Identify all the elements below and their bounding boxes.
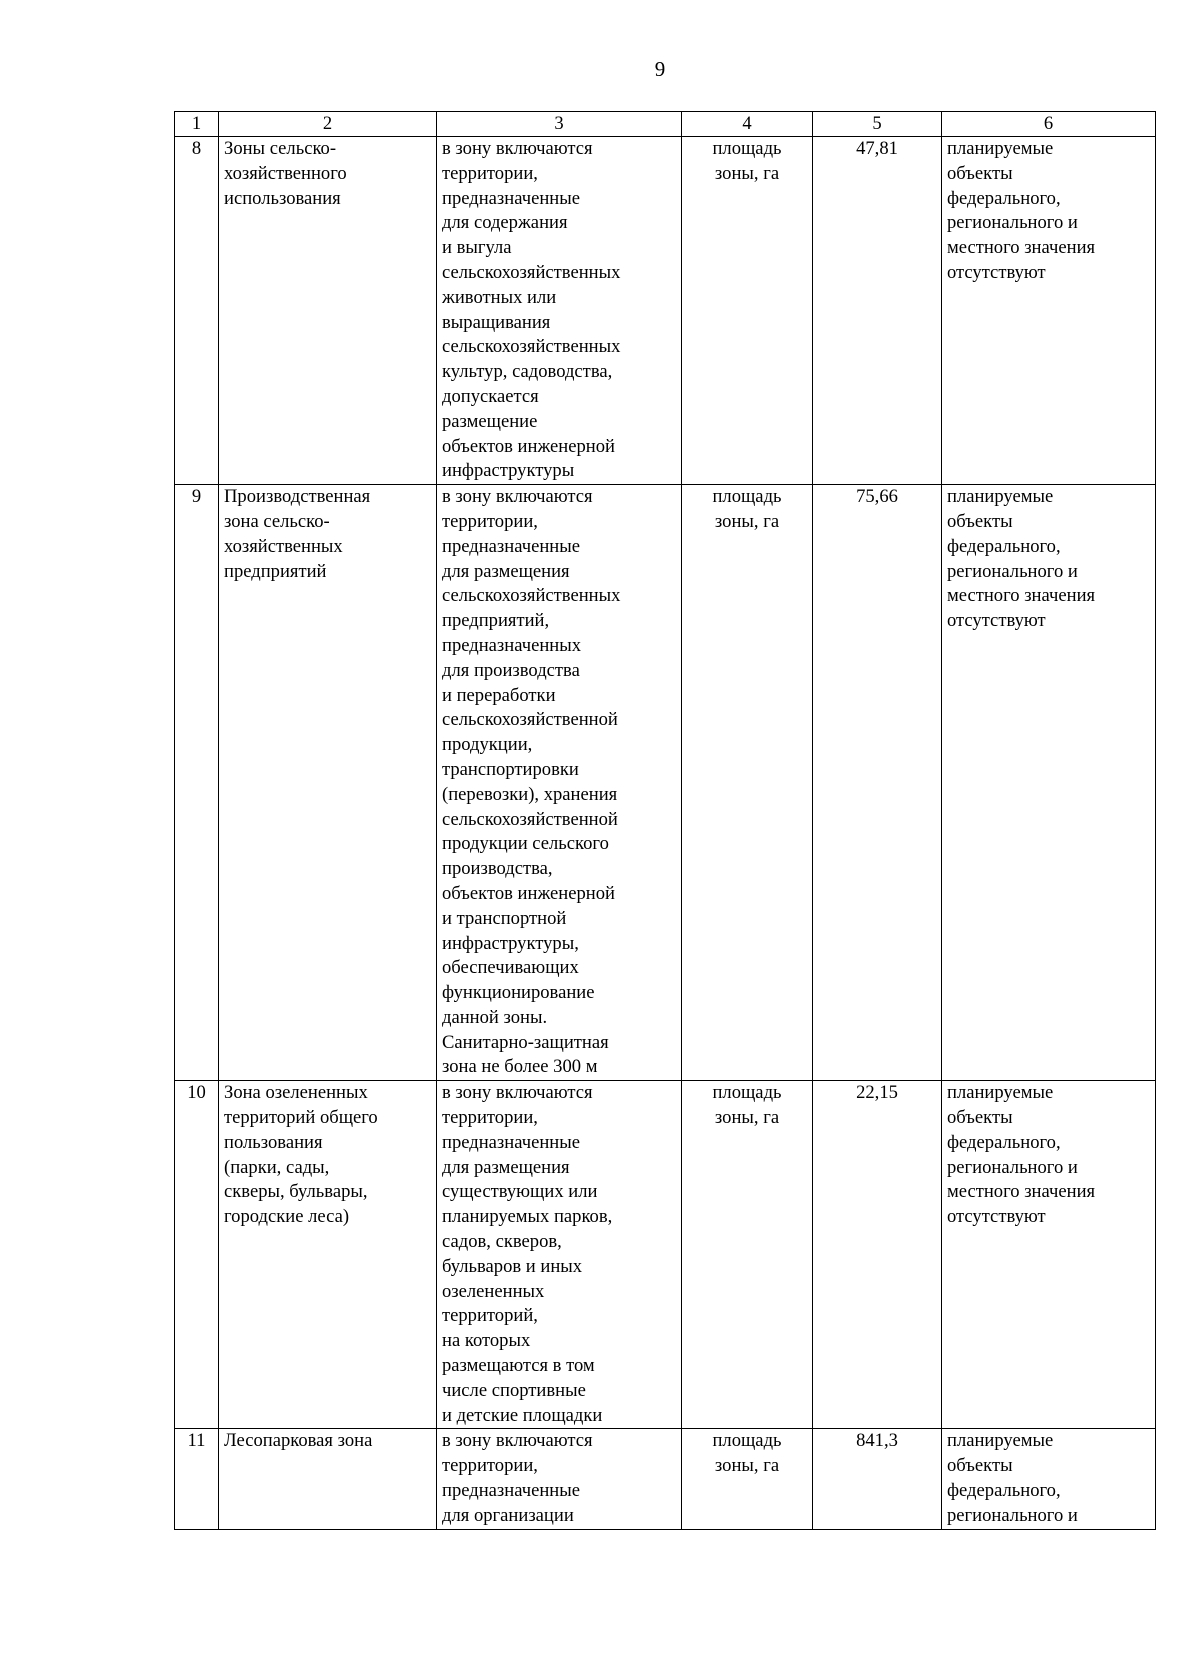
zone-description-line: территорий, — [442, 1305, 538, 1327]
header-cell-6: 6 — [942, 112, 1156, 137]
zone-description-line: для размещения — [442, 1156, 570, 1178]
zone-name-line: (парки, сады, — [224, 1156, 330, 1178]
zone-planned-objects-line: отсутствуют — [947, 261, 1046, 283]
zone-description-line: животных или — [442, 286, 557, 308]
zone-description-line: продукции сельского — [442, 833, 609, 855]
table-row — [175, 485, 1156, 1081]
table-row — [175, 137, 1156, 485]
zone-planned-objects-line: регионального и — [947, 560, 1078, 582]
zone-measure-line: площадь — [712, 138, 782, 159]
zone-description-line: и транспортной — [442, 907, 567, 929]
zone-description-line: данной зоны. — [442, 1006, 548, 1028]
zone-description-line: в зону включаются — [442, 1430, 593, 1452]
zone-measure-line: площадь — [712, 1430, 782, 1452]
header-cell-2: 2 — [219, 112, 437, 137]
zone-description-line: в зону включаются — [442, 486, 593, 508]
table-body — [175, 112, 1156, 1530]
zone-description — [437, 1081, 682, 1429]
zone-description-line: планируемых парков, — [442, 1206, 613, 1228]
zone-area-value: 22,15 — [813, 1081, 942, 1429]
zone-planned-objects-line: объекты — [947, 162, 1013, 184]
zone-measure — [682, 137, 813, 485]
zone-name-line: зона сельско- — [224, 510, 330, 532]
header-cell-4: 4 — [682, 112, 813, 137]
zone-description-line: территории, — [442, 1107, 538, 1129]
zone-planned-objects-line: планируемые — [947, 1082, 1054, 1104]
zone-planned-objects-line: местного значения — [947, 1181, 1096, 1203]
zone-description-line: сельскохозяйственной — [442, 709, 618, 731]
zone-description-line: предназначенных — [442, 634, 582, 656]
zone-planned-objects-line: федерального, — [947, 1480, 1061, 1502]
zone-description-line: для размещения — [442, 560, 570, 582]
zone-measure-line: зоны, га — [714, 162, 780, 184]
zone-planned-objects-line: планируемые — [947, 486, 1054, 508]
zone-measure-line: площадь — [712, 486, 782, 508]
page-number: 9 — [654, 57, 666, 81]
zone-description-line: садов, скверов, — [442, 1231, 562, 1253]
zone-description-line: территории, — [442, 510, 538, 532]
zone-description-line: территории, — [442, 162, 538, 184]
zone-measure-line: зоны, га — [714, 1107, 780, 1129]
zone-description-line: для организации — [442, 1504, 574, 1526]
zone-description-line: для производства — [442, 659, 580, 681]
zones-table — [174, 111, 1156, 1530]
zone-description — [437, 485, 682, 1081]
zone-planned-objects-line: регионального и — [947, 1156, 1078, 1178]
row-number: 9 — [175, 485, 219, 1081]
zone-description-line: объектов инженерной — [442, 882, 616, 904]
zone-description-line: существующих или — [442, 1181, 598, 1203]
zone-description-line: предназначенные — [442, 1131, 580, 1153]
row-number: 11 — [175, 1429, 219, 1529]
zone-name — [219, 1081, 437, 1429]
zone-name-line: предприятий — [224, 560, 327, 582]
zone-description-line: инфраструктуры — [442, 460, 575, 482]
zone-description-line: продукции, — [442, 734, 533, 756]
zone-name-line: хозяйственных — [224, 535, 343, 557]
zone-name — [219, 137, 437, 485]
zone-planned-objects-line: планируемые — [947, 138, 1054, 159]
zone-name-line: Зона озелененных — [224, 1082, 368, 1104]
zone-planned-objects-line: местного значения — [947, 585, 1096, 607]
zone-description-line: транспортировки — [442, 758, 579, 780]
zone-name-line: территорий общего — [224, 1107, 378, 1129]
zone-planned-objects — [942, 1429, 1156, 1529]
zone-description-line: предназначенные — [442, 1480, 580, 1502]
zone-planned-objects-line: федерального, — [947, 535, 1061, 557]
zone-description-line: обеспечивающих — [442, 957, 579, 979]
header-cell-1: 1 — [175, 112, 219, 137]
zone-measure — [682, 485, 813, 1081]
zone-description-line: и переработки — [442, 684, 556, 706]
zone-description-line: на которых — [442, 1330, 531, 1352]
zone-planned-objects-line: федерального, — [947, 1131, 1061, 1153]
zone-name-line: Зоны сельско- — [224, 138, 337, 159]
zone-description-line: и детские площадки — [442, 1404, 603, 1426]
zone-planned-objects — [942, 1081, 1156, 1429]
zone-planned-objects — [942, 137, 1156, 485]
zone-planned-objects-line: объекты — [947, 1455, 1013, 1477]
zone-name-line: Лесопарковая зона — [224, 1430, 373, 1452]
zone-name-line: пользования — [224, 1131, 323, 1153]
zone-description-line: в зону включаются — [442, 1082, 593, 1104]
zone-measure-line: площадь — [712, 1082, 782, 1104]
zone-measure-line: зоны, га — [714, 1455, 780, 1477]
zone-planned-objects — [942, 485, 1156, 1081]
zone-planned-objects-line: отсутствуют — [947, 610, 1046, 632]
zone-description-line: предназначенные — [442, 187, 580, 209]
zone-description-line: допускается — [442, 385, 539, 407]
zone-description-line: озелененных — [442, 1280, 545, 1302]
zone-description-line: зона не более 300 м — [442, 1056, 598, 1078]
zone-name-line: скверы, бульвары, — [224, 1181, 368, 1203]
zone-description-line: сельскохозяйственных — [442, 261, 621, 283]
zone-planned-objects-line: федерального, — [947, 187, 1061, 209]
zone-description-line: размещаются в том — [442, 1355, 595, 1377]
zone-area-value: 75,66 — [813, 485, 942, 1081]
zone-description-line: сельскохозяйственной — [442, 808, 618, 830]
row-number: 10 — [175, 1081, 219, 1429]
zone-name-line: использования — [224, 187, 341, 209]
zone-measure — [682, 1081, 813, 1429]
table-header-row — [175, 112, 1156, 137]
header-cell-3: 3 — [437, 112, 682, 137]
zone-description-line: и выгула — [442, 237, 512, 259]
zone-planned-objects-line: отсутствуют — [947, 1206, 1046, 1228]
zone-planned-objects-line: регионального и — [947, 212, 1078, 234]
zone-description-line: (перевозки), хранения — [442, 783, 618, 805]
zone-description-line: бульваров и иных — [442, 1255, 583, 1277]
zone-description-line: в зону включаются — [442, 138, 593, 159]
zone-description-line: инфраструктуры, — [442, 932, 579, 954]
zone-planned-objects-line: регионального и — [947, 1504, 1078, 1526]
zone-description-line: производства, — [442, 858, 553, 880]
table-row — [175, 1081, 1156, 1429]
header-cell-5: 5 — [813, 112, 942, 137]
zone-description-line: Санитарно-защитная — [442, 1031, 609, 1053]
zone-description-line: сельскохозяйственных — [442, 585, 621, 607]
zone-name-line: хозяйственного — [224, 162, 347, 184]
zone-planned-objects-line: объекты — [947, 1107, 1013, 1129]
zone-description — [437, 1429, 682, 1529]
row-number: 8 — [175, 137, 219, 485]
zone-area-value: 47,81 — [813, 137, 942, 485]
zone-description-line: функционирование — [442, 982, 595, 1004]
zone-measure-line: зоны, га — [714, 510, 780, 532]
zone-description-line: числе спортивные — [442, 1379, 586, 1401]
zone-area-value: 841,3 — [813, 1429, 942, 1529]
zone-description — [437, 137, 682, 485]
zone-description-line: предназначенные — [442, 535, 580, 557]
zone-name — [219, 485, 437, 1081]
zone-planned-objects-line: местного значения — [947, 237, 1096, 259]
zone-planned-objects-line: планируемые — [947, 1430, 1054, 1452]
zone-description-line: размещение — [442, 410, 538, 432]
zone-description-line: выращивания — [442, 311, 551, 333]
zone-name-line: городские леса) — [224, 1206, 350, 1228]
zone-name-line: Производственная — [224, 486, 371, 508]
zone-description-line: сельскохозяйственных — [442, 336, 621, 358]
zone-planned-objects-line: объекты — [947, 510, 1013, 532]
zone-name — [219, 1429, 437, 1529]
zone-description-line: для содержания — [442, 212, 568, 234]
zone-description-line: культур, садоводства, — [442, 361, 613, 383]
zone-description-line: территории, — [442, 1455, 538, 1477]
table-row — [175, 1429, 1156, 1529]
zone-description-line: объектов инженерной — [442, 435, 616, 457]
zone-description-line: предприятий, — [442, 610, 550, 632]
zone-measure — [682, 1429, 813, 1529]
